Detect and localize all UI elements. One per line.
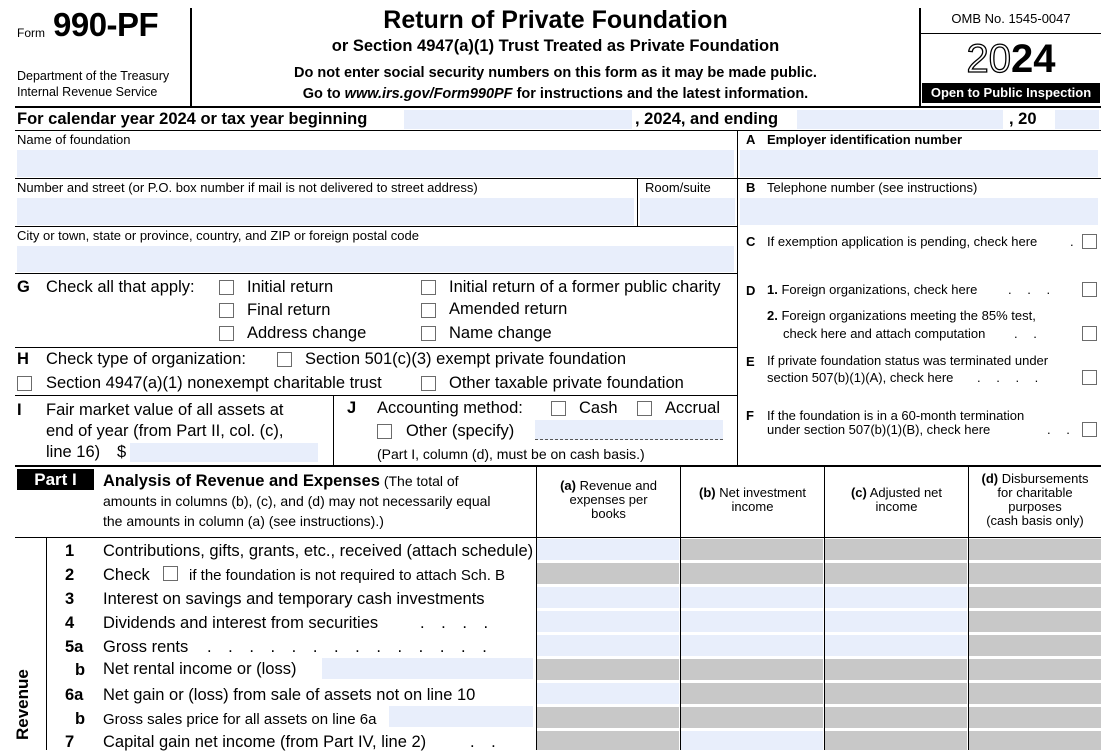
g-initial-former-label: Initial return of a former public charity <box>449 278 721 296</box>
g-initial-former-checkbox[interactable] <box>421 280 436 295</box>
h-other-label: Other taxable private foundation <box>449 374 684 392</box>
ein-field[interactable] <box>740 150 1098 177</box>
room-label: Room/suite <box>645 180 711 195</box>
form-number: 990-PF <box>53 6 159 43</box>
i-fmv-field[interactable] <box>130 443 318 462</box>
g-final-checkbox[interactable] <box>219 303 234 318</box>
g-name-label: Name change <box>449 324 552 342</box>
c-letter: C <box>746 234 756 249</box>
d2-checkbox[interactable] <box>1082 326 1097 341</box>
tax-year-end-field[interactable] <box>797 110 1003 129</box>
line2-checkbox[interactable] <box>163 566 178 581</box>
line-number: 5a <box>65 638 84 656</box>
f-line2: under section 507(b)(1)(B), check here <box>767 422 991 437</box>
dept-line2: Internal Revenue Service <box>17 85 158 99</box>
g-address-label: Address change <box>247 324 367 342</box>
h-letter: H <box>17 350 29 368</box>
tax-year-begin-field[interactable] <box>404 110 632 129</box>
line-number: 3 <box>65 590 75 608</box>
line6a-col-a[interactable] <box>537 683 679 704</box>
line-number: 4 <box>65 614 75 632</box>
g-amended-checkbox[interactable] <box>421 303 436 318</box>
i-line1: Fair market value of all assets at <box>46 401 284 419</box>
j-accrual-checkbox[interactable] <box>637 401 652 416</box>
ein-letter: A <box>746 132 756 147</box>
line-number: b <box>75 661 86 679</box>
tax-year-label: For calendar year 2024 or tax year beginning <box>17 110 368 128</box>
line2-check-word: Check <box>103 566 150 584</box>
phone-letter: B <box>746 180 756 195</box>
city-label: City or town, state or province, country, and ZIP or foreign postal code <box>17 228 419 243</box>
j-cash-label: Cash <box>579 399 618 417</box>
line6b-amount[interactable] <box>389 706 533 727</box>
g-name-checkbox[interactable] <box>421 326 436 341</box>
g-amended-label: Amended return <box>449 300 568 318</box>
line-text: Dividends and interest from securities <box>103 614 379 632</box>
line-text: if the foundation is not required to attach Sch. B <box>189 567 506 584</box>
name-label: Name of foundation <box>17 132 131 147</box>
f-letter: F <box>746 408 754 423</box>
g-label: Check all that apply: <box>46 278 195 296</box>
h-501c3-label: Section 501(c)(3) exempt private foundation <box>305 350 627 368</box>
line5a-col-a[interactable] <box>537 635 679 656</box>
f-line1: If the foundation is in a 60-month termination <box>767 408 1025 423</box>
j-label: Accounting method: <box>377 399 523 417</box>
col-a-header: (a) Revenue and expenses per books <box>560 478 657 521</box>
foundation-name-field[interactable] <box>17 150 734 177</box>
h-other-checkbox[interactable] <box>421 376 436 391</box>
line4-col-b[interactable] <box>681 611 823 632</box>
h-label: Check type of organization: <box>46 350 246 368</box>
line-text: Net rental income or (loss) <box>103 660 297 678</box>
line4-col-a[interactable] <box>537 611 679 632</box>
j-other-checkbox[interactable] <box>377 424 392 439</box>
line1-col-a[interactable] <box>537 539 679 560</box>
j-cash-checkbox[interactable] <box>551 401 566 416</box>
omb-number: OMB No. 1545-0047 <box>951 11 1071 26</box>
form-subtitle: or Section 4947(a)(1) Trust Treated as Private Foundation <box>331 37 780 55</box>
d1-label: 1. Foreign organizations, check here <box>767 282 978 297</box>
line5a-col-b[interactable] <box>681 635 823 656</box>
tax-year-end-yy-field[interactable] <box>1055 110 1099 129</box>
line3-col-c[interactable] <box>825 587 967 608</box>
g-final-label: Final return <box>247 301 331 319</box>
room-field[interactable] <box>640 198 735 225</box>
tax-year-mid: , 2024, and ending <box>635 110 779 128</box>
line5a-col-c[interactable] <box>825 635 967 656</box>
j-other-field[interactable] <box>535 420 723 440</box>
col-d-header: (d) Disbursements for charitable purposes (cash basis only) <box>981 471 1089 528</box>
line-text: Net gain or (loss) from sale of assets not on line 10 <box>103 686 476 704</box>
d1-checkbox[interactable] <box>1082 282 1097 297</box>
street-label: Number and street (or P.O. box number if mail is not delivered to street address) <box>17 180 478 195</box>
line3-col-a[interactable] <box>537 587 679 608</box>
line-text: Gross rents <box>103 638 189 656</box>
h-501c3-checkbox[interactable] <box>277 352 292 367</box>
col-c-header: (c) Adjusted net income <box>850 485 943 514</box>
part1-badge: Part I <box>17 469 94 490</box>
revenue-side-label: Revenue <box>13 669 32 740</box>
part1-title-line: Analysis of Revenue and Expenses (The total of <box>103 472 459 490</box>
line-text: Contributions, gifts, grants, etc., received (attach schedule) <box>103 542 534 560</box>
i-line2: end of year (from Part II, col. (c), <box>46 422 284 440</box>
i-dollar: $ <box>117 443 127 461</box>
line-number: b <box>75 710 86 728</box>
line-number: 7 <box>65 733 75 751</box>
e-line2: section 507(b)(1)(A), check here <box>767 370 954 385</box>
tax-year-display: 2024 <box>966 37 1056 81</box>
form-prefix: Form <box>17 26 45 40</box>
ssn-notice: Do not enter social security numbers on this form as it may be made public. <box>294 65 817 81</box>
col-b-header: (b) Net investment income <box>699 485 806 514</box>
d-letter: D <box>746 283 756 298</box>
h-4947-label: Section 4947(a)(1) nonexempt charitable trust <box>46 374 382 392</box>
e-line1: If private foundation status was terminated under <box>767 353 1049 368</box>
phone-field[interactable] <box>740 198 1098 225</box>
g-initial-label: Initial return <box>247 278 334 296</box>
instructions-url[interactable]: www.irs.gov/Form990PF <box>344 86 513 102</box>
c-label: If exemption application is pending, check here <box>767 234 1038 249</box>
j-accrual-label: Accrual <box>665 399 721 417</box>
ein-label: Employer identification number <box>767 132 963 147</box>
g-initial-checkbox[interactable] <box>219 280 234 295</box>
i-line3: line 16) <box>46 443 101 461</box>
line-number: 6a <box>65 686 84 704</box>
form-title: Return of Private Foundation <box>383 6 728 34</box>
tax-year-end: , 20 <box>1009 110 1037 128</box>
dept-line1: Department of the Treasury <box>17 69 170 83</box>
part1-desc2: amounts in columns (b), (c), and (d) may not necessarily equal <box>103 493 491 509</box>
part1-desc3: the amounts in column (a) (see instructions).) <box>103 513 384 529</box>
g-address-checkbox[interactable] <box>219 326 234 341</box>
instructions-notice: Go to www.irs.gov/Form990PF for instructions and the latest information. <box>302 86 809 102</box>
open-inspection-badge: Open to Public Inspection <box>922 83 1100 103</box>
j-note: (Part I, column (d), must be on cash basis.) <box>377 446 645 462</box>
d2-line1: 2. Foreign organizations meeting the 85% test, <box>767 308 1036 323</box>
line-text: Interest on savings and temporary cash investments <box>103 590 485 608</box>
line7-col-b[interactable] <box>681 731 823 750</box>
h-4947-checkbox[interactable] <box>17 376 32 391</box>
g-letter: G <box>17 278 30 296</box>
line-text: Gross sales price for all assets on line 6a <box>103 711 377 728</box>
j-letter: J <box>347 399 357 417</box>
phone-label: Telephone number (see instructions) <box>767 180 978 195</box>
f-checkbox[interactable] <box>1082 422 1097 437</box>
line3-col-b[interactable] <box>681 587 823 608</box>
e-letter: E <box>746 354 755 369</box>
line-text: Capital gain net income (from Part IV, line 2) <box>103 733 427 751</box>
line-number: 2 <box>65 566 75 584</box>
d2-line2: check here and attach computation <box>783 326 986 341</box>
street-field[interactable] <box>17 198 634 225</box>
j-other-label: Other (specify) <box>406 422 515 440</box>
c-checkbox[interactable] <box>1082 234 1097 249</box>
line5b-amount[interactable] <box>322 658 533 679</box>
line4-col-c[interactable] <box>825 611 967 632</box>
i-letter: I <box>17 401 22 419</box>
e-checkbox[interactable] <box>1082 370 1097 385</box>
city-field[interactable] <box>17 246 734 272</box>
line-number: 1 <box>65 542 75 560</box>
